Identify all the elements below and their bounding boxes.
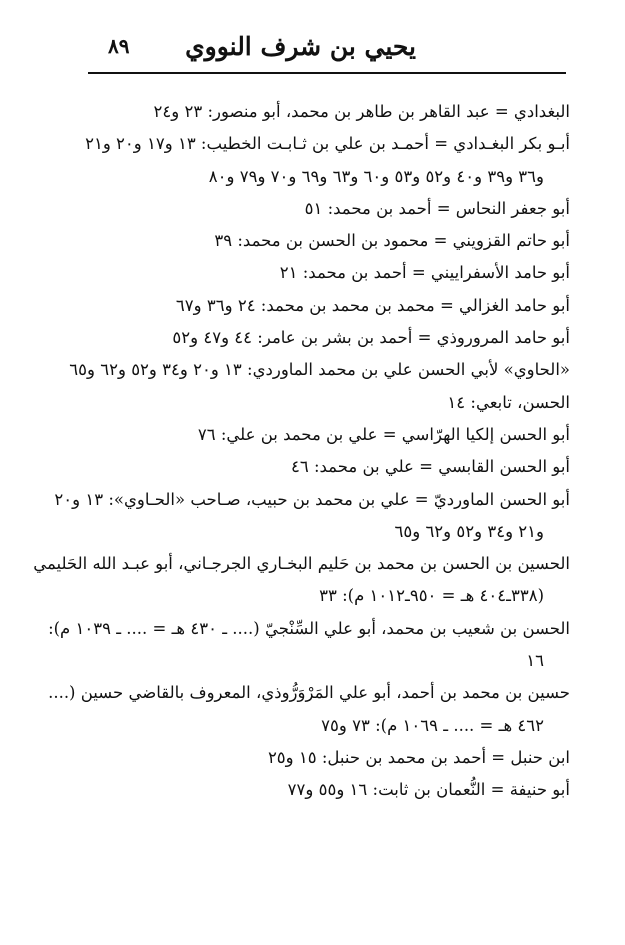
page-number: ٨٩ [108,34,130,58]
index-entry: «الحاوي» لأبي الحسن علي بن محمد الماوردي: ١٣ و٢٠ و٣٤ و٥٢ و٦٢ و٦٥ [69,360,570,380]
index-entry: أبو حامد الأسفراييني = أحمد بن محمد: ٢١ [279,263,570,283]
index-entry-continuation: ١٦ [526,651,544,671]
index-entry: حسين بن محمد بن أحمد، أبو علي المَرْوَرُّوذي، المعروف بالقاضي حسين (.... [48,683,570,703]
index-entry: البغدادي = عبد القاهر بن طاهر بن محمد، أبو منصور: ٢٣ و٢٤ [153,102,570,121]
index-entry-continuation: و٢١ و٣٤ و٥٢ و٦٢ و٦٥ [394,521,544,541]
header-title: يحيي بن شرف النووي [185,32,416,61]
index-entry: أبو الحسن إلكيا الهرّاسي = علي بن محمد بن علي: ٧٦ [197,424,570,444]
running-header [88,28,566,72]
index-entry: أبو الحسن القابسي = علي بن محمد: ٤٦ [290,457,570,477]
index-entry: أبو جعفر النحاس = أحمد بن محمد: ٥١ [304,198,570,218]
index-entry-continuation: و٣٦ و٣٩ و٤٠ و٥٢ و٥٣ و٦٠ و٦٣ و٦٩ و٧٠ و٧٩ و٨٠ [208,166,544,186]
index-entry: الحسن بن شعيب بن محمد، أبو علي السِّنْجيّ (.... ـ ٤٣٠ هـ = .... ـ ١٠٣٩ م): [48,618,570,638]
index-entry: أبو الحسن الماورديّ = علي بن محمد بن حبيب، صـاحب «الحـاوي»: ١٣ و٢٠ [54,489,570,509]
index-entry: أبو حاتم القزويني = محمود بن الحسن بن محمد: ٣٩ [214,231,570,251]
index-entry: الحسين بن الحسن بن محمد بن حَليم البخـاري الجرجـاني، أبو عبـد الله الحَليمي [33,554,570,574]
index-entry: الحسن، تابعي: ١٤ [447,392,570,412]
index-entry: أبـو بكر البغـدادي = أحمـد بن علي بن ثـابـت الخطيب: ١٣ و١٧ و٢٠ و٢١ [85,134,570,154]
index-entry: أبو حامد الغزالي = محمد بن محمد بن محمد: ٢٤ و٣٦ و٦٧ [175,295,570,315]
index-entry: ابن حنبل = أحمد بن محمد بن حنبل: ١٥ و٢٥ [267,747,570,767]
index-entries [33,96,570,807]
index-entry-continuation: ٤٦٢ هـ = .... ـ ١٠٦٩ م): ٧٣ و٧٥ [321,715,544,735]
index-entry: أبو حنيفة = النُّعمان بن ثابت: ١٦ و٥٥ و٧٧ [287,780,570,800]
header-rule [88,72,566,74]
index-entry: أبو حامد المروروذي = أحمد بن بشر بن عامر: ٤٤ و٤٧ و٥٢ [172,328,570,348]
index-entry-continuation: (٣٣٨ـ٤٠٤ هـ = ٩٥٠ـ١٠١٢ م): ٣٣ [319,586,544,606]
